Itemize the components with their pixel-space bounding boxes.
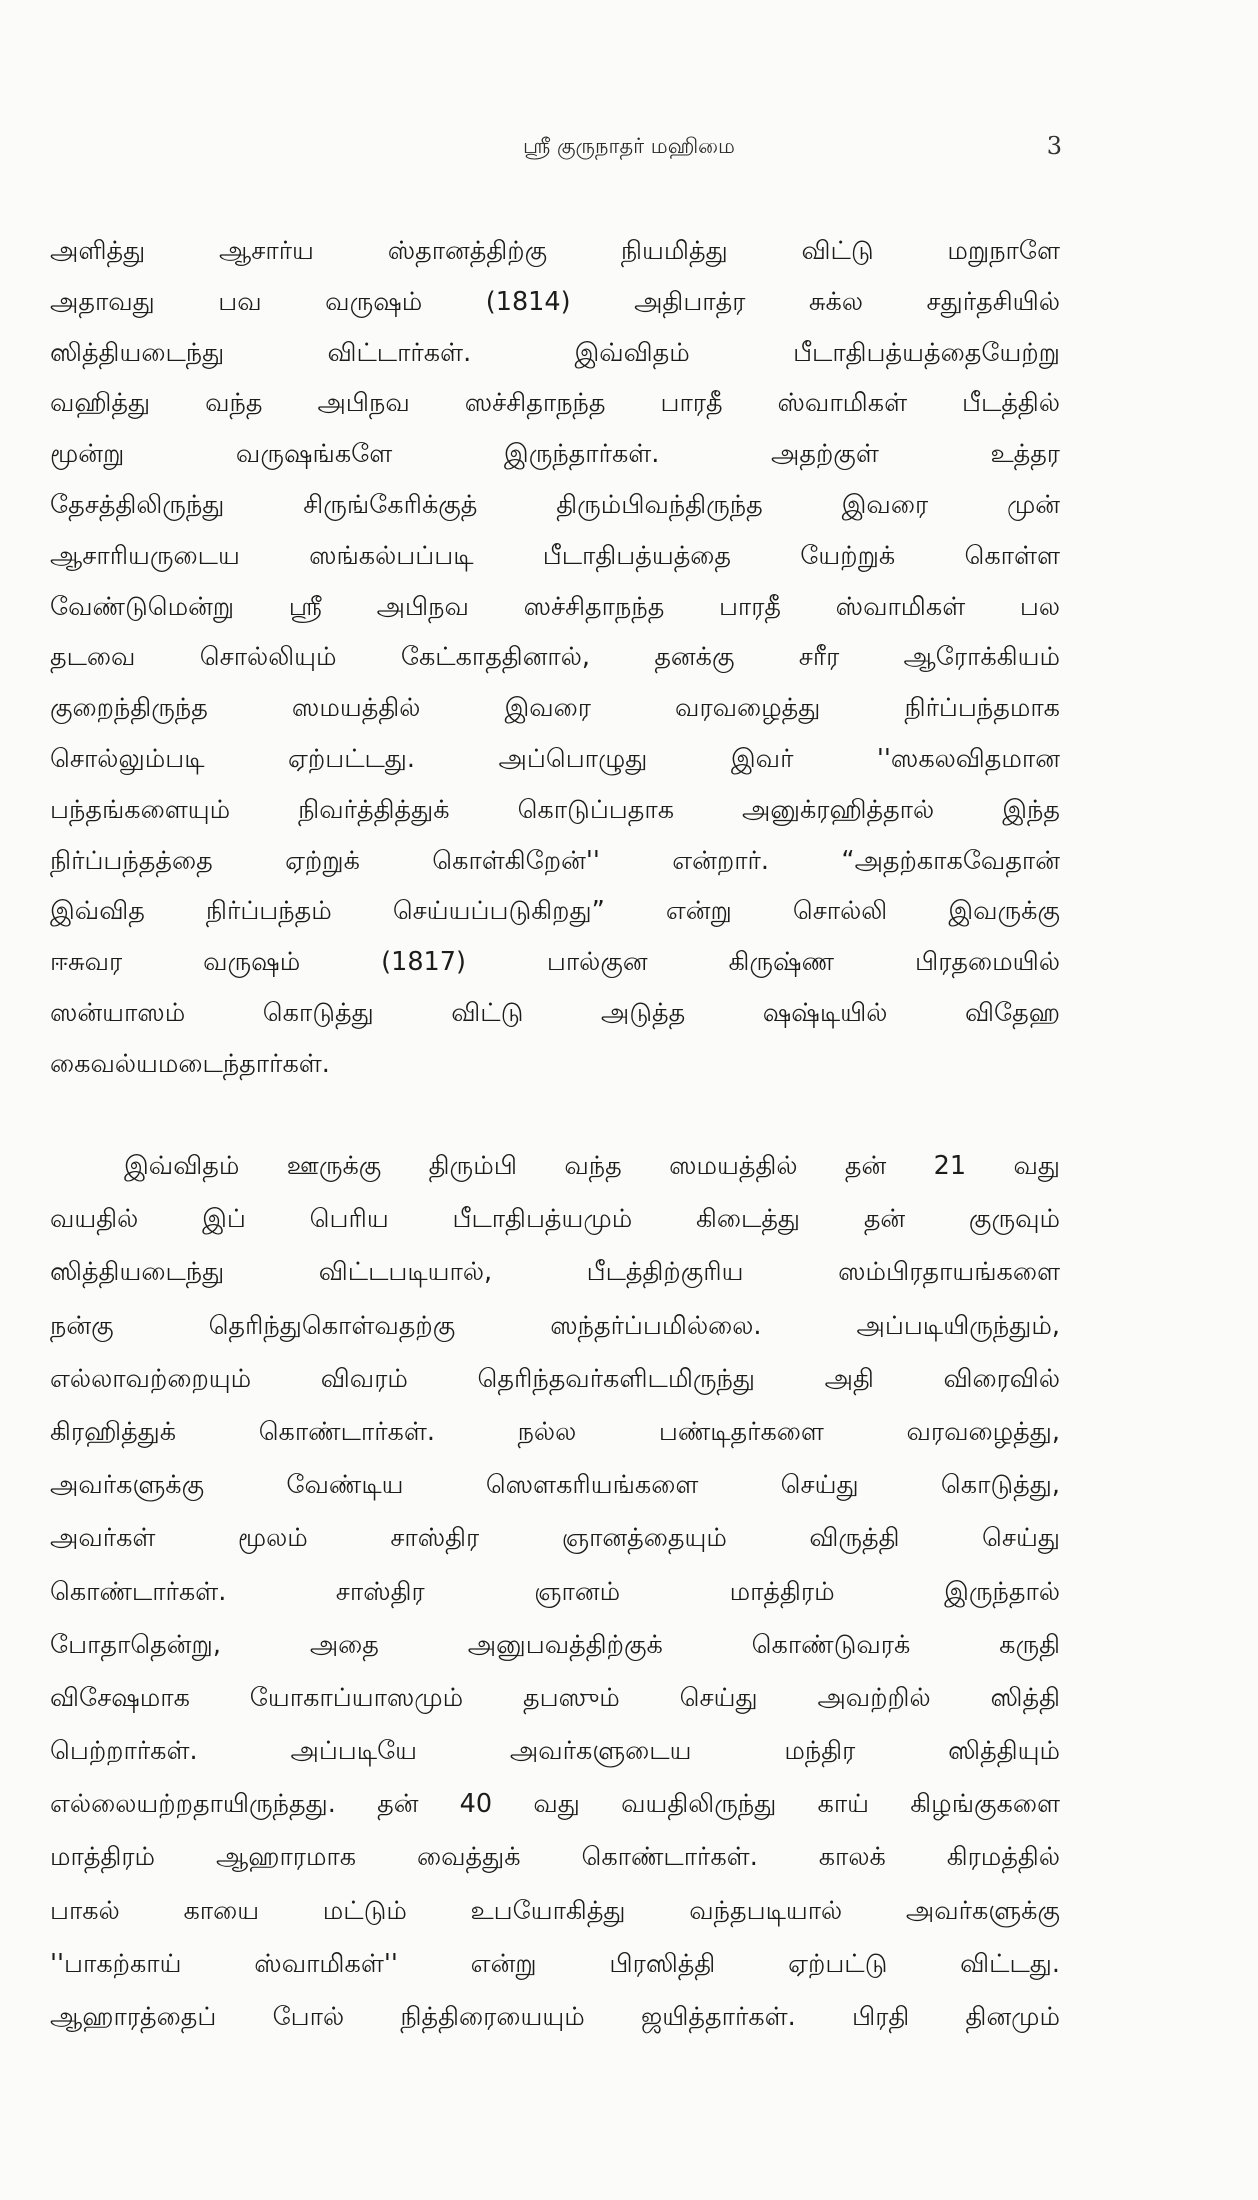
text-line: மூன்று வருஷங்களே இருந்தார்கள். அதற்குள் உத்தர [50, 439, 1060, 470]
text-line: ஈசுவர வருஷம் (1817) பால்குன கிருஷ்ண பிரதமையில் [50, 947, 1060, 978]
text-line: எல்லாவற்றையும் விவரம் தெரிந்தவர்களிடமிருந்து அதி விரைவில் [50, 1363, 1060, 1394]
text-line: ஸித்தியடைந்து விட்டார்கள். இவ்விதம் பீடாதிபத்யத்தையேற்று [50, 337, 1060, 368]
running-header [0, 132, 1258, 168]
text-line: அவர்கள் மூலம் சாஸ்திர ஞானத்தையும் விருத்தி செய்து [50, 1523, 1060, 1554]
text-line: அளித்து ஆசார்ய ஸ்தானத்திற்கு நியமித்து விட்டு மறுநாளே [50, 236, 1060, 266]
text-line: வயதில் இப் பெரிய பீடாதிபத்யமும் கிடைத்து தன் குருவும் [50, 1204, 1060, 1235]
text-line: வஹித்து வந்த அபிநவ ஸச்சிதாநந்த பாரதீ ஸ்வாமிகள் பீடத்தில் [50, 388, 1060, 419]
text-line: நன்கு தெரிந்துகொள்வதற்கு ஸந்தர்ப்பமில்லை. அப்படியிருந்தும், [50, 1310, 1060, 1341]
text-line: எல்லையற்றதாயிருந்தது. தன் 40 வது வயதிலிருந்து காய் கிழங்குகளை [50, 1789, 1060, 1820]
running-title: ஸ்ரீ குருநாதர் மஹிமை [523, 134, 735, 158]
text-line: ஸன்யாஸம் கொடுத்து விட்டு அடுத்த ஷஷ்டியில் விதேஹ [50, 997, 1060, 1028]
text-line: நிர்ப்பந்தத்தை ஏற்றுக் கொள்கிறேன்'' என்றார். “அதற்காகவேதான் [50, 845, 1060, 876]
text-line: சொல்லும்படி ஏற்பட்டது. அப்பொழுது இவர் ''ஸகலவிதமான [50, 743, 1060, 774]
text-line: ஆசாரியருடைய ஸங்கல்பப்படி பீடாதிபத்யத்தை யேற்றுக் கொள்ள [50, 540, 1060, 571]
text-line: மாத்திரம் ஆஹாரமாக வைத்துக் கொண்டார்கள். காலக் கிரமத்தில் [50, 1842, 1060, 1873]
text-line: போதாதென்று, அதை அனுபவத்திற்குக் கொண்டுவரக் கருதி [50, 1629, 1060, 1660]
text-line: பெற்றார்கள். அப்படியே அவர்களுடைய மந்திர ஸித்தியும் [50, 1736, 1060, 1767]
text-line: பாகல் காயை மட்டும் உபயோகித்து வந்தபடியால் அவர்களுக்கு [50, 1895, 1060, 1926]
text-line: அவர்களுக்கு வேண்டிய ஸௌகரியங்களை செய்து கொடுத்து, [50, 1470, 1060, 1501]
text-line: தடவை சொல்லியும் கேட்காததினால், தனக்கு சரீர ஆரோக்கியம் [50, 642, 1060, 673]
paragraph [50, 1140, 1060, 2044]
text-line: பந்தங்களையும் நிவர்த்தித்துக் கொடுப்பதாக அனுக்ரஹித்தால் இந்த [50, 794, 1060, 825]
text-line: வேண்டுமென்று ஸ்ரீ அபிநவ ஸச்சிதாநந்த பாரதீ ஸ்வாமிகள் பல [50, 591, 1060, 622]
text-line: இவ்வித நிர்ப்பந்தம் செய்யப்படுகிறது” என்று சொல்லி இவருக்கு [50, 896, 1060, 927]
text-line: விசேஷமாக யோகாப்யாஸமும் தபஸும் செய்து அவற்றில் ஸித்தி [50, 1682, 1060, 1713]
text-line: ஆஹாரத்தைப் போல் நித்திரையையும் ஜயித்தார்கள். பிரதி தினமும் [50, 2002, 1060, 2032]
text-line: அதாவது பவ வருஷம் (1814) அதிபாத்ர சுக்ல சதுர்தசியில் [50, 286, 1060, 317]
text-line: தேசத்திலிருந்து சிருங்கேரிக்குத் திரும்பிவந்திருந்த இவரை முன் [50, 489, 1060, 520]
text-line: ஸித்தியடைந்து விட்டபடியால், பீடத்திற்குரிய ஸம்பிரதாயங்களை [50, 1257, 1060, 1288]
text-line: கிரஹித்துக் கொண்டார்கள். நல்ல பண்டிதர்களை வரவழைத்து, [50, 1416, 1060, 1447]
paragraph [50, 226, 1060, 1090]
text-line: கைவல்யமடைந்தார்கள். [50, 1048, 330, 1079]
text-line: ''பாகற்காய் ஸ்வாமிகள்'' என்று பிரஸித்தி ஏற்பட்டு விட்டது. [50, 1948, 1060, 1979]
text-line: குறைந்திருந்த ஸமயத்தில் இவரை வரவழைத்து நிர்ப்பந்தமாக [50, 693, 1060, 724]
text-line: இவ்விதம் ஊருக்கு திரும்பி வந்த ஸமயத்தில் தன் 21 வது [124, 1151, 1060, 1181]
text-line: கொண்டார்கள். சாஸ்திர ஞானம் மாத்திரம் இருந்தால் [50, 1576, 1060, 1607]
page-number: 3 [1046, 132, 1062, 160]
